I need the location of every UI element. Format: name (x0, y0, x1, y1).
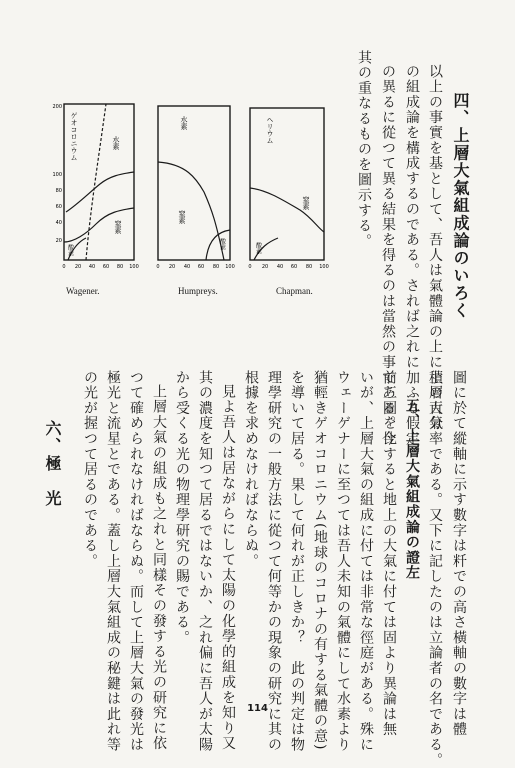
wagener-label-geocoronium: ゲオコロニウム (70, 112, 78, 161)
w-x-100: 100 (129, 264, 139, 270)
c-x-40: 40 (276, 264, 284, 270)
chapman-label-oxygen: 酸素 (254, 242, 262, 254)
w-x-0: 0 (62, 264, 66, 270)
section5-line-8: 見よ吾人は居ながらにして太陽の化學的組成を知り又 (220, 384, 236, 752)
section5-line-6: 理學研究の一般方法に從つて何等かの現象の研究に其の (266, 370, 282, 753)
section5-line-12: つて確められなければならぬ。而して上層大氣の發光は (128, 370, 144, 753)
h-x-40: 40 (183, 264, 191, 270)
caption-wagener: Wagener. (66, 286, 100, 296)
c-x-20: 20 (261, 264, 269, 270)
h-x-80: 80 (212, 264, 220, 270)
section5-line-11: 上層大氣の組成も之れと同樣その發する光の研究に依 (151, 384, 167, 752)
caption-chapman: Chapman. (276, 286, 313, 296)
c-x-100: 100 (319, 264, 329, 270)
w-x-40: 40 (88, 264, 96, 270)
section5-line-14: の光が握つて居るのである。 (82, 370, 98, 569)
section5-heading: 五、上層大氣組成論の證左 (404, 398, 420, 581)
section5-line-3: ウェーゲナーに至つては吾人未知の氣體にして水素より (335, 370, 351, 753)
page-number: 114 (247, 703, 268, 714)
h-x-0: 0 (156, 264, 160, 270)
h-x-100: 100 (225, 264, 235, 270)
section5-line-2: いが、上層大氣の組成に付ては非常な徑庭がある。殊に (358, 370, 374, 753)
section6-heading: 六、極 光 (43, 420, 62, 508)
y-tick-60: 60 (55, 204, 62, 210)
y-tick-80: 80 (55, 188, 62, 194)
c-x-60: 60 (290, 264, 298, 270)
section-divider (40, 352, 480, 353)
chapman-label-helium: ヘリウム (266, 116, 274, 144)
section5-pre-line-1: 圖に於て縱軸に示す數字は粁での高さ橫軸の數字は體 (451, 370, 467, 738)
chapman-label-nitrogen: 窒素 (302, 196, 310, 210)
w-x-80: 80 (116, 264, 124, 270)
section5-line-10: から受くる光の物理學研究の賜である。 (174, 370, 190, 646)
section4-line-2: の組成論を構成するのである。されば之れに加ふる假定 (404, 64, 420, 447)
section4-line-1: 以上の事實を基として、吾人は氣體論の上に上層大氣 (427, 64, 443, 432)
section5-line-5: を導いて居る。果して何れが正しきか？ 此の判定は物 (289, 370, 305, 753)
h-x-20: 20 (168, 264, 176, 270)
humpreys-label-nitrogen: 窒素 (178, 210, 186, 224)
w-x-60: 60 (102, 264, 110, 270)
c-x-80: 80 (305, 264, 313, 270)
section4-line-3: の異るに從つて異る結果を得るのは當然の事である。今 (380, 64, 396, 447)
y-tick-100: 100 (52, 172, 62, 178)
c-x-0: 0 (248, 264, 252, 270)
y-tick-20: 20 (55, 238, 62, 244)
section4-line-4: 其の重なるものを圖示する。 (356, 50, 372, 249)
section5-line-9: 其の濃度を知つて居るではないか、之れ偏に吾人が太陽 (197, 370, 213, 753)
h-x-60: 60 (197, 264, 205, 270)
section5-line-1: 前三圖を比すると地上の大氣に付ては固より異論は無 (381, 370, 397, 738)
y-tick-40: 40 (55, 220, 62, 226)
y-tick-200: 200 (52, 104, 62, 110)
section5-line-4: 猶輕きゲオコロニウム(地球のコロナの有する氣體の意) (312, 370, 328, 751)
wagener-label-nitrogen: 窒素 (114, 220, 122, 234)
caption-humpreys: Humpreys. (178, 286, 218, 296)
section5-line-13: 極光と流星とである。蓋し上層大氣組成の秘鍵は此れ等 (105, 370, 121, 753)
section5-line-7: 根據を求めなければならぬ。 (243, 370, 259, 569)
wagener-label-oxygen: 酸素 (66, 244, 74, 256)
section4-heading: 四、上層大氣組成論のいろく (451, 92, 470, 320)
wagener-label-hydrogen: 水素 (112, 136, 120, 150)
humpreys-label-oxygen: 酸素 (218, 238, 226, 250)
humpreys-label-hydrogen: 水素 (180, 116, 188, 130)
w-x-20: 20 (74, 264, 82, 270)
section5-pre-line-2: 積の百分率である。又下に記したのは立論者の名である。 (427, 370, 443, 768)
